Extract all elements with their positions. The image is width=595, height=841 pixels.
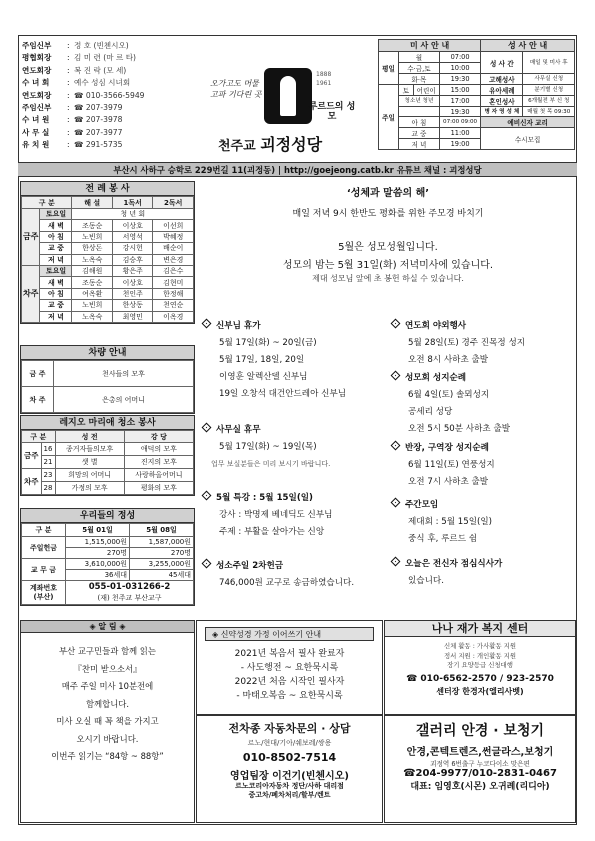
diamond-icon (391, 371, 401, 381)
liturgy-row: 교 중 한상돈 강시헌 배순이 (22, 243, 194, 254)
diamond-icon (391, 498, 401, 508)
diamond-icon (391, 441, 401, 451)
liturgy-row: 새 벽 조동순 이상호 이선희 (22, 220, 194, 231)
gallery-optical-ad: 갤러리 안경 · 보청기 안경,콘텍트렌즈,썬글라스,보청기 괴정역 6번출구 누코다이소 맞은편 ☎204-9977/010-2831-0467 대표: 임영호(시몬) 오귀례(리디아) (384, 715, 576, 823)
may-note-3: 제대 성모님 앞에 초 봉헌 하실 수 있습니다. (312, 274, 464, 283)
contacts-list (22, 40, 202, 152)
diamond-icon (202, 319, 212, 329)
contact-row: 수 녀 원 : ☎ 207-3978 (22, 115, 123, 125)
diamond-icon (391, 319, 401, 329)
legio-row: 28 가정의 모후 평화의 모후 (22, 482, 194, 495)
contact-row: 주임신부 : 정 호 (빈첸시오) (22, 41, 129, 50)
vehicle-guide: 차량 안내 금 주 천사들의 모후 차 주 은총의 어머니 (20, 345, 195, 414)
notice-item: 연도회 야외행사 5월 28일(토) 경주 진목정 성지 오전 8시 사하초 출발 (392, 318, 525, 369)
church-logo-icon (264, 68, 312, 124)
notice-item: 성소주일 2차헌금 746,000원 교구로 송금하였습니다. (203, 558, 354, 592)
diamond-icon (391, 557, 401, 567)
offering-report: 우리들의 정성 구 분 5월 01일 5월 08일 주일헌금 1,515,000원 1,587,000원 270명 270명 교 무 금 3,610,000원 3,255,000원 36세대 45세대 계좌번호 (부산) 055-01-031266-2 (재) 천주교 부산교구 (20, 508, 195, 606)
contact-row: 평협회장 : 김 미 련 (마 르 타) (22, 53, 137, 63)
may-note-2: 성모의 밤는 5월 31일(화) 저녁미사에 있습니다. (282, 260, 494, 271)
announcement-box: ◈ 알 림 ◈ 부산 교구민들과 함께 읽는 『찬미 받으소서』 매주 주일 미사 10분전에 함께합니다. 미사 오실 때 꼭 책을 가지고 오시기 바랍니다. 이번주 읽기는 “84항 ~ 88항” (20, 620, 195, 823)
liturgy-row: 저 녁 노옥숙 최영민 이옥경 (22, 311, 194, 322)
notice-item: 반장, 구역장 성지순례 6월 11일(토) 연풍성지 오전 7시 사하초 출발 (392, 440, 495, 491)
liturgy-service: 전 례 봉 사 구 분 해 설 1독서 2독서 금주 토요일 청 년 회 새 벽 조동순 이상호 이선희 아 침 노빈희 서영석 박혜정 교 중 한상돈 강시헌 배순이 저 녁 노옥숙 김승후 변은경 차주 토요일 김해원 황은주 김은수 새 벽 조동순 이상호 김현미 아 침 여옥환 천인주 한정해 교 중 노빈희 한상동 천연순 저 녁 노옥숙 최영민 이옥경 (20, 181, 195, 324)
lourdes-label: 루르드의 성모 (308, 102, 356, 122)
notice-item: 사무실 휴무 5월 17일(화) ~ 19일(목) 업무 보실분들은 미리 보시기 바랍니다. (203, 422, 330, 473)
liturgy-row: 금주 토요일 청 년 회 (22, 209, 194, 220)
slogan: 오가고도 머물고파 기다린 곳 (210, 79, 262, 99)
address-bar: 부산시 사하구 승학로 229번길 11(괴정동) | http://goejeong.catb.kr 유튜브 채널 : 괴정성당 (18, 162, 577, 177)
legio-row: 차주 23 희망의 어머니 사랑하올어머니 (22, 469, 194, 482)
prayer-note: 매일 저녁 9시 한반도 평화를 위한 주모경 바치기 (292, 209, 484, 219)
liturgy-row: 차주 토요일 김해원 황은주 김은수 (22, 265, 194, 276)
parish-name: 천주교 괴정성당 (218, 135, 323, 154)
contact-row: 주임신부 : ☎ 207-3979 (22, 102, 123, 112)
contact-row: 사 무 실 : ☎ 207-3977 (22, 127, 123, 137)
diamond-icon (202, 491, 212, 501)
notice-item: 5월 특강 : 5월 15일(일) 강사 : 박명제 베네딕도 신부님 주제 : 부활을 살아가는 신앙 (203, 490, 332, 541)
contact-row: 수 녀 회 : 예수 성심 시녀회 (22, 78, 131, 88)
legio-row: 21 샛 별 진지의 모후 (22, 456, 194, 469)
notice-item: 신부님 휴가 5월 17일(화) ~ 20일(금) 5월 17일, 18일, 20일 이영훈 알렉산델 신부님 19일 오창석 대건안드레아 신부님 (203, 318, 346, 403)
may-note-1: 5월은 성모성월입니다. (338, 242, 438, 253)
year-title: ‘성체과 말씀의 해’ (346, 188, 430, 199)
finance-row: 주일헌금 1,515,000원 1,587,000원 (22, 537, 194, 548)
diamond-icon (202, 423, 212, 433)
liturgy-row: 아 침 노빈희 서영석 박혜정 (22, 231, 194, 242)
liturgy-row: 새 벽 조동순 이상호 김현미 (22, 277, 194, 288)
liturgy-row: 저 녁 노옥숙 김승후 변은경 (22, 254, 194, 265)
welfare-center-ad: 나나 재가 복지 센터 신체 활동 : 가사활동 지원 정서 지원 : 개인활동 지원 장기 요양등급 신청대행 ☎ 010-6562-2570 / 923-2570 센터장 한경자(엘리사벳) (384, 620, 576, 715)
finance-row: 교 무 금 3,610,000원 3,255,000원 (22, 559, 194, 570)
legio-cleaning: 레지오 마리애 청소 봉사 구 분 성 전 강 당 금주 16 종거자들의모후 애덕의 모후 21 샛 별 진지의 모후 차주 23 희망의 어머니 사랑하올어머니 28 가정의 모후 평화의 모후 (20, 415, 195, 496)
mass-schedule: 미 사 안 내 성 사 안 내 평일 월 07:00 성 사 간 매일 및 미사 후 수·금,토 10:00 화·목 19:30 고해성사 사무실 신청 주일 토 어린이 15:00 유아세례 분기별 신청 청소년 청년 17:00 혼인성사 6개월전 부 신 청 19:30 병 자 영 성 체 매월 첫 목 09:30 아 침 07:00 09:00 예비신자 교리 교 중 11:00 수시모집 저 녁 19:00 (378, 39, 575, 150)
logo-area (200, 40, 380, 155)
liturgy-row: 교 중 노빈희 한상동 천연순 (22, 300, 194, 311)
notice-item: 주간모임 제대회 : 5월 15일(일) 중식 후, 루르드 쉼 (392, 497, 492, 548)
contact-row: 연도회장 : ☎ 010-3566-5949 (22, 90, 145, 100)
contact-row: 유 치 원 : ☎ 291-5735 (22, 140, 123, 150)
diamond-icon (202, 559, 212, 569)
years: 1888 1961 (316, 71, 332, 87)
mass-header: 미 사 안 내 (379, 40, 481, 52)
notice-item: 성모회 성지순례 6월 4일(토) 솔뫼성지 공세리 성당 오전 5시 50분 사하초 출발 (392, 370, 510, 438)
bible-copy-box: ◈ 신약성경 가정 이어쓰기 안내 2021년 복음서 필사 완료자 - 사도행전 ~ 요한묵시록 2022년 처음 시작인 필사자 - 마태오복음 ~ 요한묵시록 (196, 620, 383, 715)
contact-row: 연도회장 : 복 진 락 (모 세) (22, 65, 127, 75)
notice-item: 오늘은 전신자 점심식사가 있습니다. (392, 556, 502, 590)
car-ad: 전차종 자동차문의 · 상담 르노/현대/기아/쉐보레/쌍용 010-8502-7514 영업팀장 이건기(빈첸시오) 르노코리아자동차 정단/사하 대리점 중고차/폐차처리/할부/렌트 (196, 715, 383, 823)
liturgy-row: 아 침 여옥환 천인주 한정해 (22, 288, 194, 299)
sacrament-header: 성 사 안 내 (481, 40, 575, 52)
legio-row: 금주 16 종거자들의모후 애덕의 모후 (22, 443, 194, 456)
